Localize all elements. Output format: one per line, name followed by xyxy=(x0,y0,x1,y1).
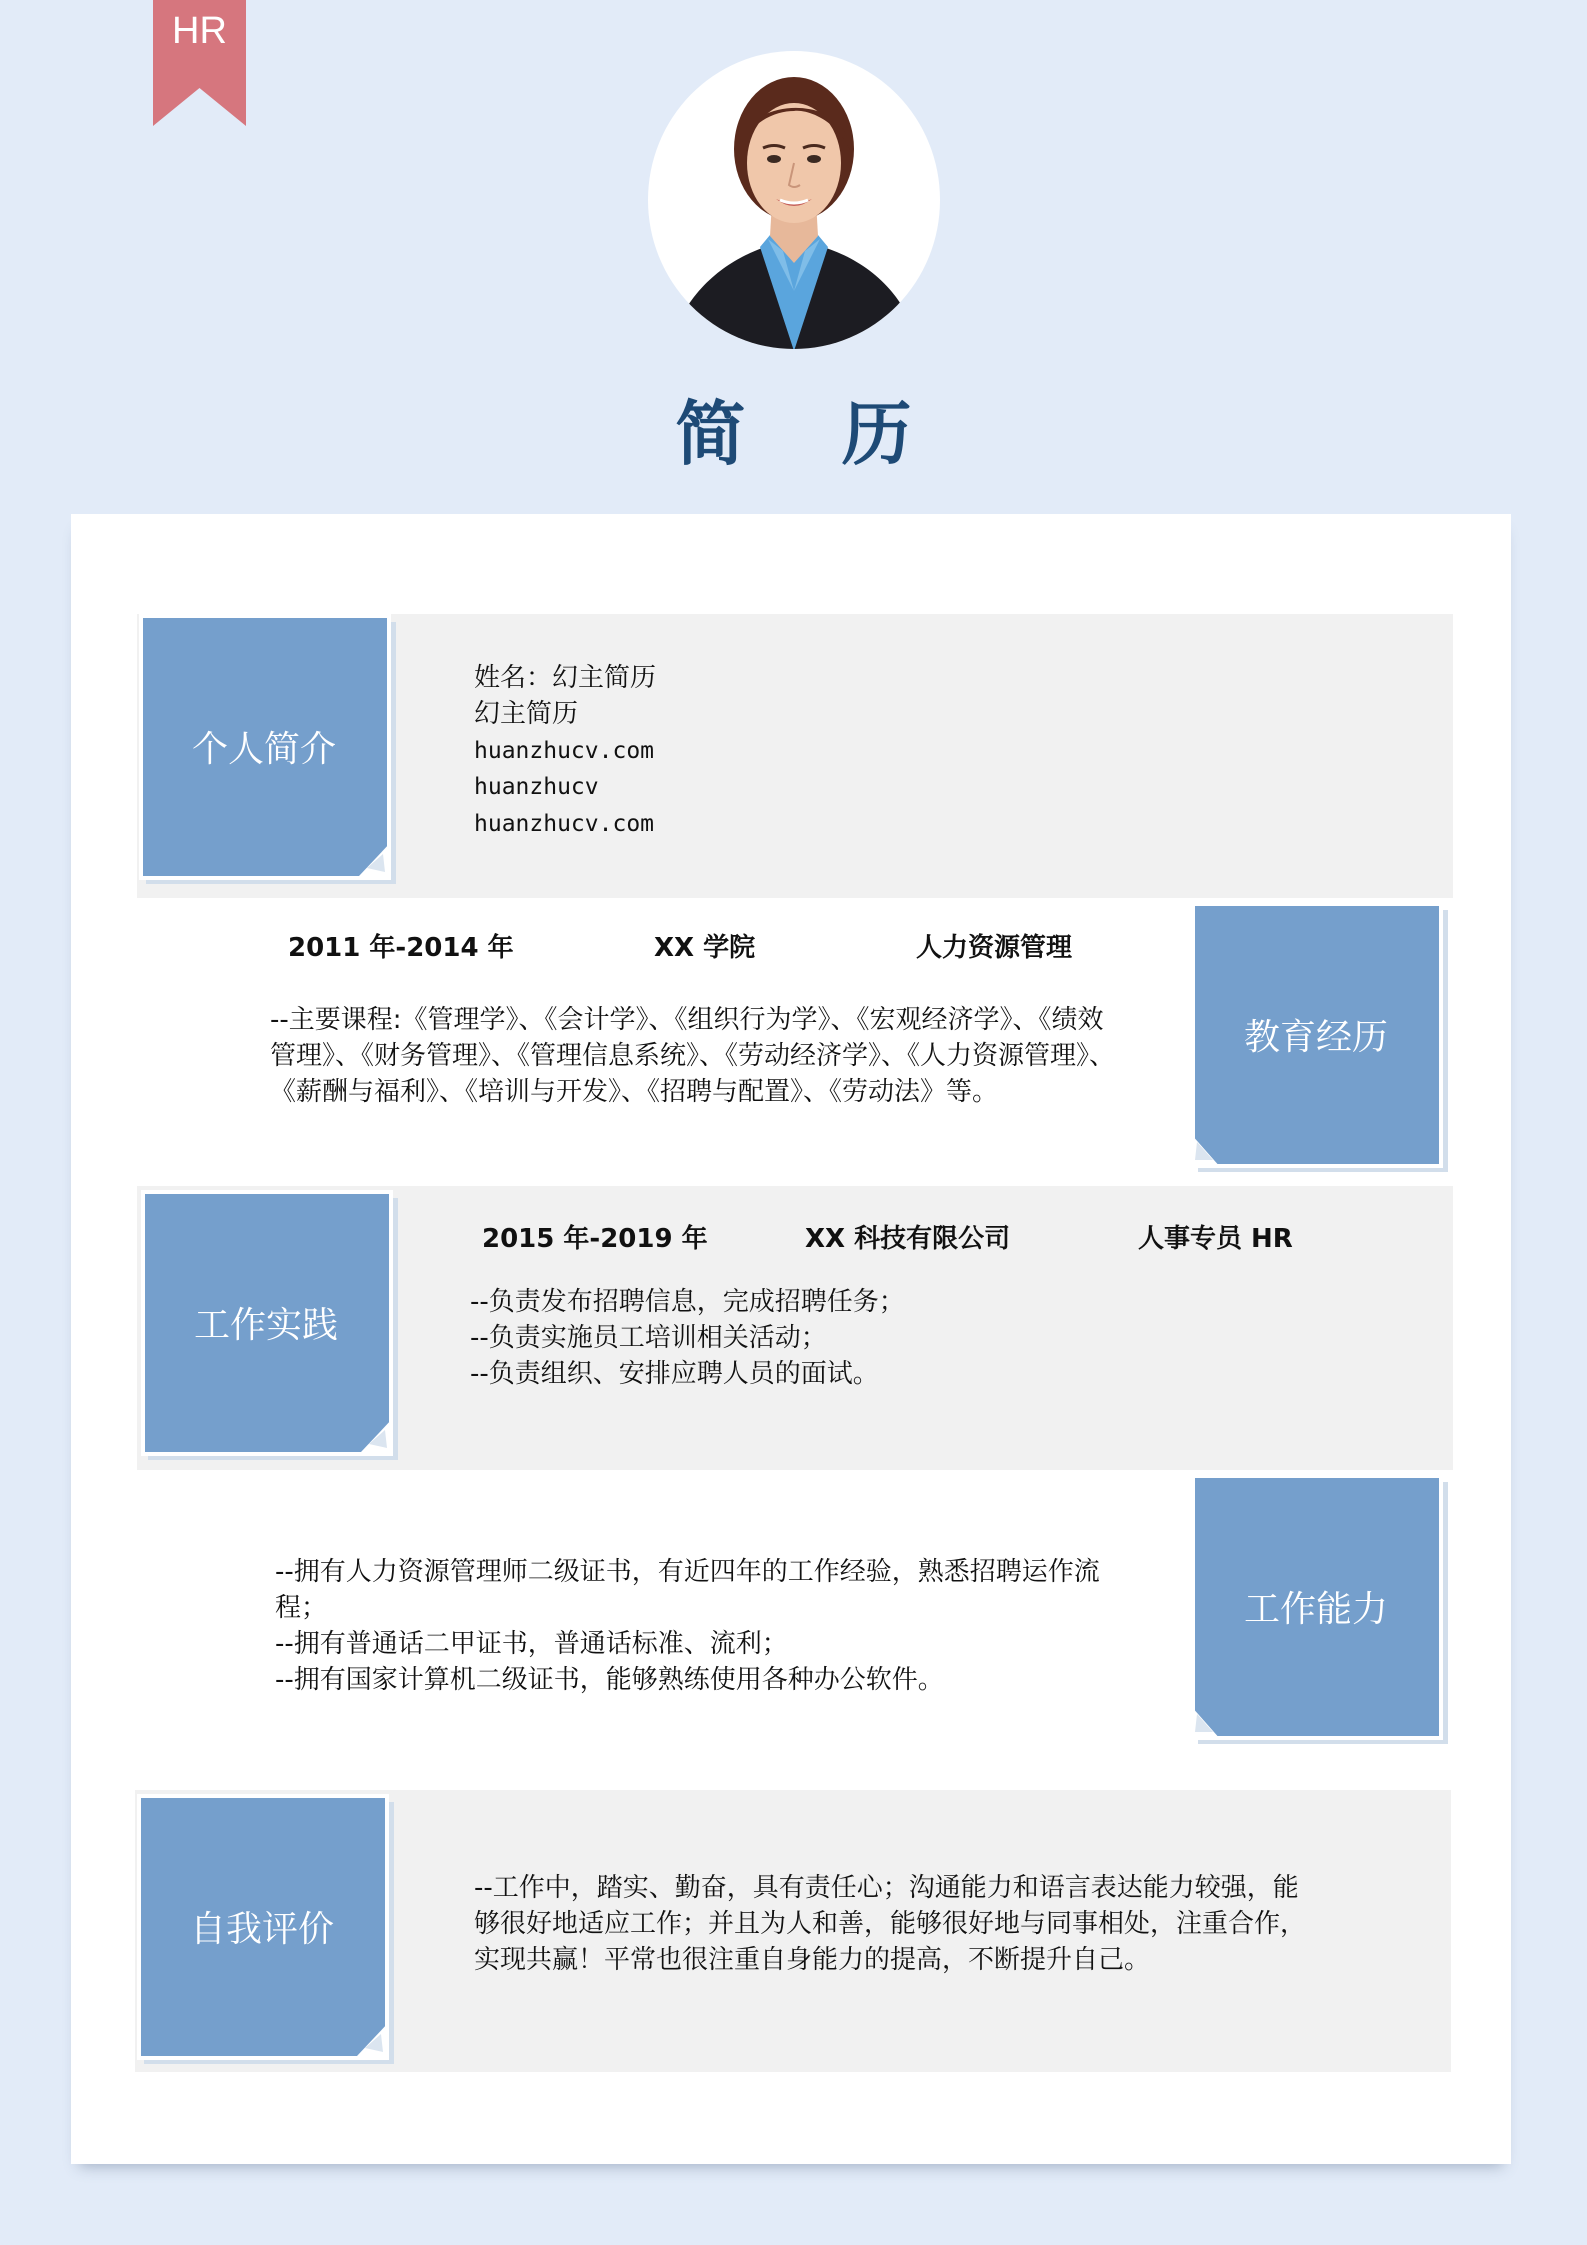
profile-label-box xyxy=(139,614,398,886)
skills-item: --拥有普通话二甲证书，普通话标准、流利； xyxy=(275,1629,788,1659)
profile-name: 姓名：幻主简历 xyxy=(474,663,657,693)
skills-section-label: 工作能力 xyxy=(1243,1588,1388,1630)
work-position: 人事专员 HR xyxy=(1138,1224,1293,1254)
work-section-label: 工作实践 xyxy=(193,1304,338,1346)
education-major: 人力资源管理 xyxy=(916,933,1073,963)
profile-website: huanzhucv.com xyxy=(474,738,655,764)
hr-badge-label: HR xyxy=(172,10,227,52)
skills-label-box xyxy=(1191,1474,1450,1746)
resume-title: 简 历 xyxy=(675,393,948,475)
hr-bookmark-badge xyxy=(153,0,246,126)
work-period: 2015 年-2019 年 xyxy=(482,1224,708,1254)
profile-line: 幻主简历 xyxy=(474,699,579,729)
portrait-illustration xyxy=(648,51,940,349)
work-company: XX 科技有限公司 xyxy=(805,1224,1011,1254)
profile-photo xyxy=(648,51,940,349)
profile-website-2: huanzhucv.com xyxy=(474,811,655,837)
profile-section-label: 个人简介 xyxy=(191,728,336,770)
education-school: XX 学院 xyxy=(654,933,756,963)
education-period: 2011 年-2014 年 xyxy=(288,933,514,963)
self-evaluation-text: --工作中，踏实、勤奋，具有责任心；沟通能力和语言表达能力较强，能够很好地适应工作；并且为人和善，能够很好地与同事相处，注重合作，实现共赢！平常也很注重自身能力的提高，不断提升自己。 xyxy=(474,1873,1307,1975)
profile-handle: huanzhucv xyxy=(474,774,599,800)
work-duty: --负责实施员工培训相关活动； xyxy=(470,1323,827,1353)
skills-item: --拥有人力资源管理师二级证书，有近四年的工作经验，熟悉招聘运作流程； xyxy=(275,1557,1100,1623)
work-duty: --负责组织、安排应聘人员的面试。 xyxy=(470,1359,879,1389)
work-label-box xyxy=(141,1190,400,1462)
education-section-label: 教育经历 xyxy=(1243,1016,1388,1058)
self-label-box xyxy=(137,1794,396,2066)
education-courses: --主要课程:《管理学》、《会计学》、《组织行为学》、《宏观经济学》、《绩效管理》、《财务管理》、《管理信息系统》、《劳动经济学》、《人力资源管理》、《薪酬与福利》、《培训与开发》、《招聘与配置》、《劳动法》等。 xyxy=(270,1005,1116,1107)
work-duty: --负责发布招聘信息，完成招聘任务； xyxy=(470,1287,905,1317)
skills-item: --拥有国家计算机二级证书，能够熟练使用各种办公软件。 xyxy=(275,1665,944,1695)
self-section-label: 自我评价 xyxy=(189,1908,334,1950)
resume-sheet xyxy=(71,514,1511,2164)
education-label-box xyxy=(1191,902,1450,1174)
